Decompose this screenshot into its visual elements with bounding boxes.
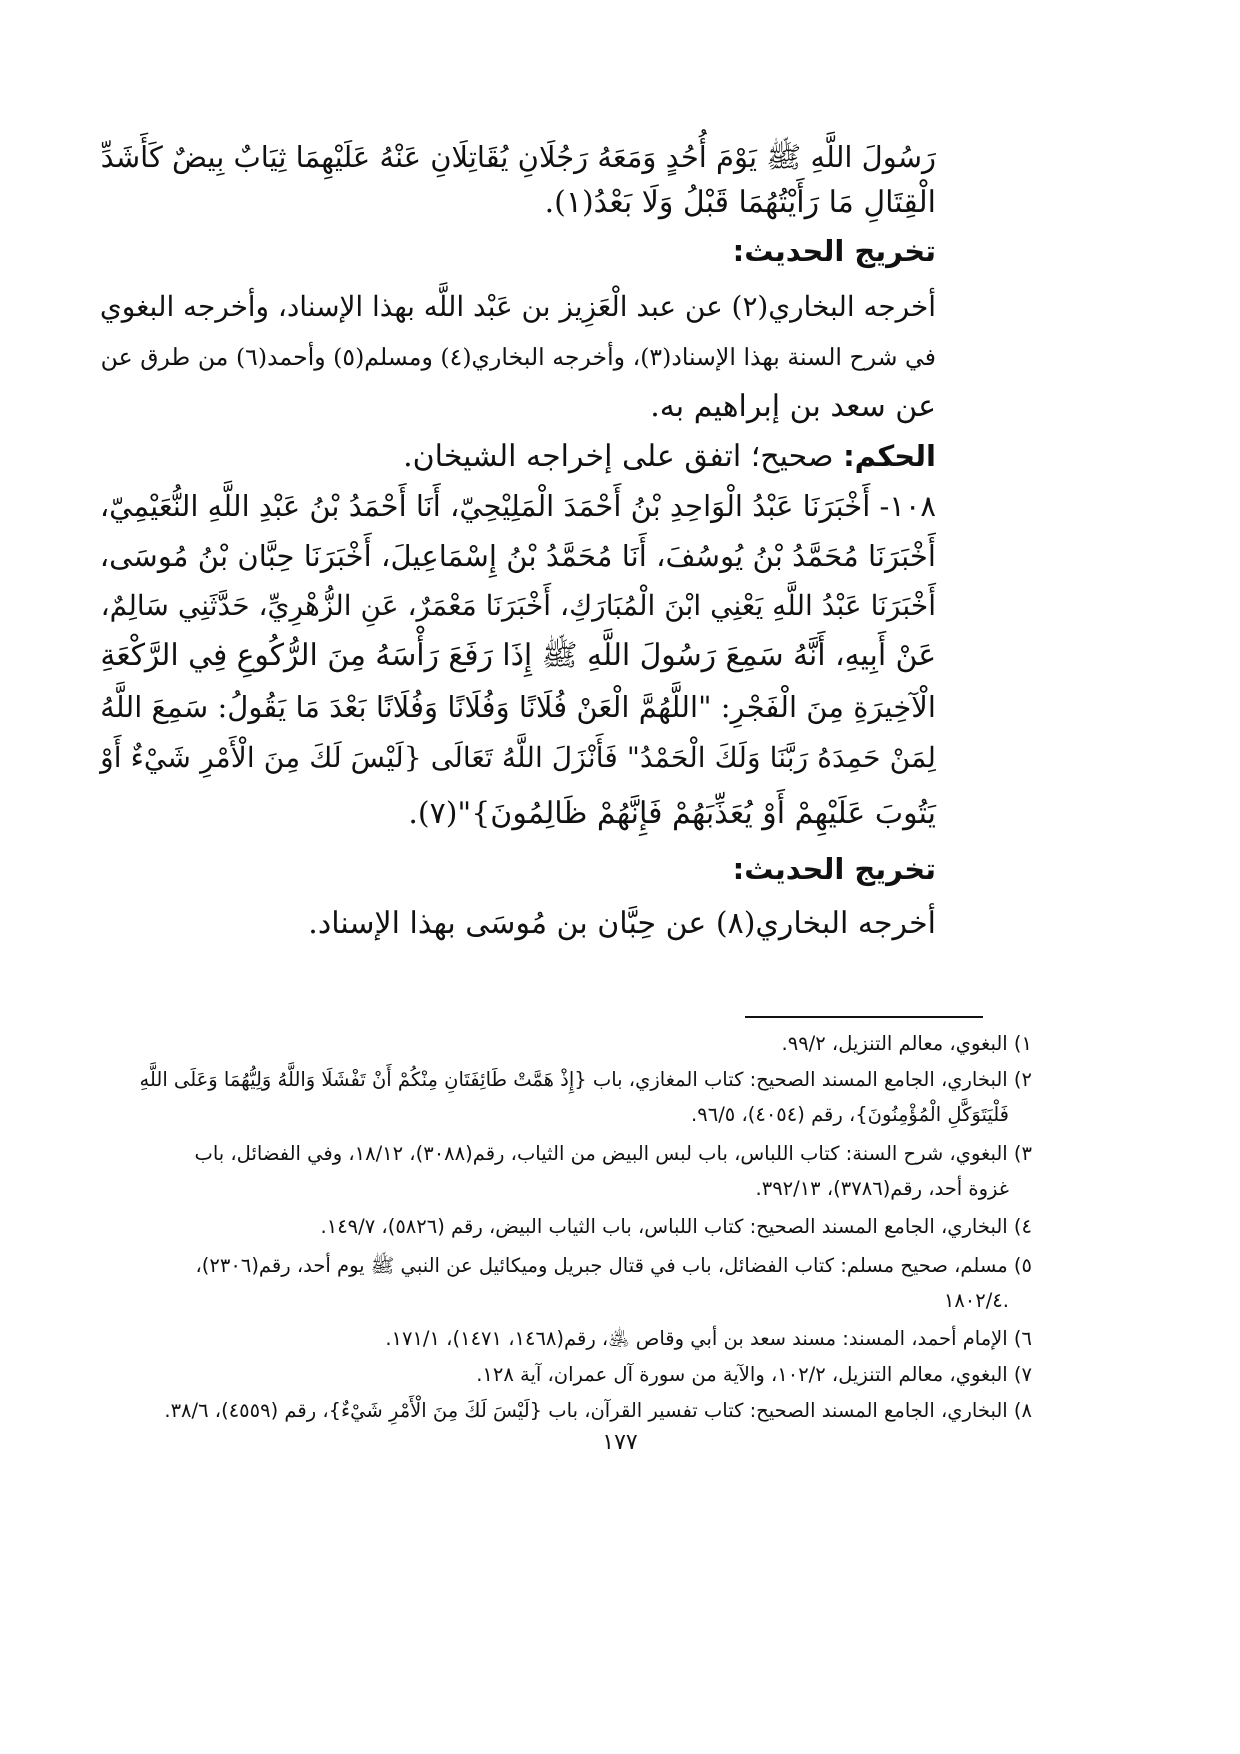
hadith-text-line: يَتُوبَ عَلَيْهِمْ أَوْ يُعَذِّبَهُمْ فَإِنَّهُمْ ظَالِمُونَ}"(٧). [408,796,936,831]
hadith-text-line: رَسُولَ اللَّهِ ﷺ يَوْمَ أُحُدٍ وَمَعَهُ رَجُلَانِ يُقَاتِلَانِ عَنْهُ عَلَيْهِمَا ثِيَابٌ بِيضٌ كَأَشَدِّ [100,140,936,174]
hadith-text-line: ١٠٨- أَخْبَرَنَا عَبْدُ الْوَاحِدِ بْنُ أَحْمَدَ الْمَلِيْحِيّ، أَنَا أَحْمَدُ بْنُ عَبْدِ اللَّهِ النُّعَيْمِيّ، [99,489,936,523]
footnote: ٥) مسلم، صحيح مسلم: كتاب الفضائل، باب في قتال جبريل وميكائيل عن النبي ﷺ يوم أحد، رقم(٢٣٠٦)، [195,1254,1032,1277]
ruling-text: صحيح؛ اتفق على إخراجه الشيخان. [403,439,844,474]
hadith-text-line: لِمَنْ حَمِدَهُ رَبَّنَا وَلَكَ الْحَمْدُ" فَأَنْزَلَ اللَّهُ تَعَالَى {لَيْسَ لَكَ مِنَ الْأَمْرِ شَيْءٌ أَوْ [100,741,936,774]
ruling-line [403,432,936,481]
hadith-text-line: الْآخِيرَةِ مِنَ الْفَجْرِ: "اللَّهُمَّ الْعَنْ فُلَانًا وَفُلَانًا وَفُلَانًا بَعْدَ مَا يَقُولُ: سَمِعَ اللَّهُ [100,690,936,724]
footnote-separator [745,1016,983,1018]
footnote: ٣) البغوي، شرح السنة: كتاب اللباس، باب لبس البيض من الثياب، رقم(٣٠٨٨)، ١٨/١٢، وفي الفضائل، باب [194,1142,1032,1165]
hadith-text-line: أَخْبَرَنَا مُحَمَّدُ بْنُ يُوسُفَ، أَنَا مُحَمَّدُ بْنُ إِسْمَاعِيلَ، أَخْبَرَنَا حِبَّان بْنُ مُوسَى، [99,539,936,573]
hadith-text-line: الْقِتَالِ مَا رَأَيْتُهُمَا قَبْلُ وَلَا بَعْدُ(١). [544,185,936,220]
footnote: ٧) البغوي، معالم التنزيل، ١٠٢/٢، والآية من سورة آل عمران، آية ١٢٨. [476,1363,1032,1386]
footnote-continuation: ١٨٠٢/٤. [943,1289,1009,1312]
footnote: ٢) البخاري، الجامع المسند الصحيح: كتاب المغازي، باب {إِذْ هَمَّتْ طَائِفَتَانِ مِنْكُمْ أَنْ تَفْشَلَا وَاللَّهُ وَلِيُّهُمَا وَعَلَى اللَّهِ [139,1068,1032,1091]
footnote: ١) البغوي، معالم التنزيل، ٩٩/٢. [781,1032,1032,1055]
footnote: ٨) البخاري، الجامع المسند الصحيح: كتاب تفسير القرآن، باب {لَيْسَ لَكَ مِنَ الْأَمْرِ شَيْءٌ}، رقم (٤٥٥٩)، ٣٨/٦. [164,1399,1032,1422]
footnote: ٦) الإمام أحمد، المسند: مسند سعد بن أبي وقاص ﵁، رقم(١٤٦٨، ١٤٧١)، ١٧١/١. [385,1327,1032,1350]
paragraph-line: عن سعد بن إبراهيم به. [650,389,936,424]
footnote-continuation: فَلْيَتَوَكَّلِ الْمُؤْمِنُونَ}، رقم (٤٠٥٤)، ٩٦/٥. [691,1103,1009,1126]
hadith-text-line: أَخْبَرَنَا عَبْدُ اللَّهِ يَعْنِي ابْنَ الْمُبَارَكِ، أَخْبَرَنَا مَعْمَرٌ، عَنِ الزُّهْرِيِّ، حَدَّثَنِي سَالِمٌ، [100,589,936,622]
section-heading: تخريج الحديث: [732,234,936,268]
paragraph-line: أخرجه البخاري(٢) عن عبد الْعَزِيز بن عَبْد اللَّه بهذا الإسناد، وأخرجه البغوي [99,290,936,323]
hadith-text-line: عَنْ أَبِيهِ، أَنَّهُ سَمِعَ رَسُولَ اللَّهِ ﷺ إِذَا رَفَعَ رَأْسَهُ مِنَ الرُّكُوعِ فِي الرَّكْعَةِ [100,638,936,673]
paragraph-line: في شرح السنة بهذا الإسناد(٣)، وأخرجه البخاري(٤) ومسلم(٥) وأحمد(٦) من طرق عن [100,343,936,371]
ruling-label: الحكم: [843,439,936,473]
footnote-continuation: غزوة أحد، رقم(٣٧٨٦)، ٣٩٢/١٣. [755,1177,1009,1200]
section-heading: تخريج الحديث: [732,852,936,886]
footnote: ٤) البخاري، الجامع المسند الصحيح: كتاب اللباس، باب الثياب البيض، رقم (٥٨٢٦)، ١٤٩/٧. [320,1215,1032,1238]
paragraph-line: أخرجه البخاري(٨) عن حِبَّان بن مُوسَى بهذا الإسناد. [308,906,936,941]
page-number: ١٧٧ [602,1430,638,1455]
